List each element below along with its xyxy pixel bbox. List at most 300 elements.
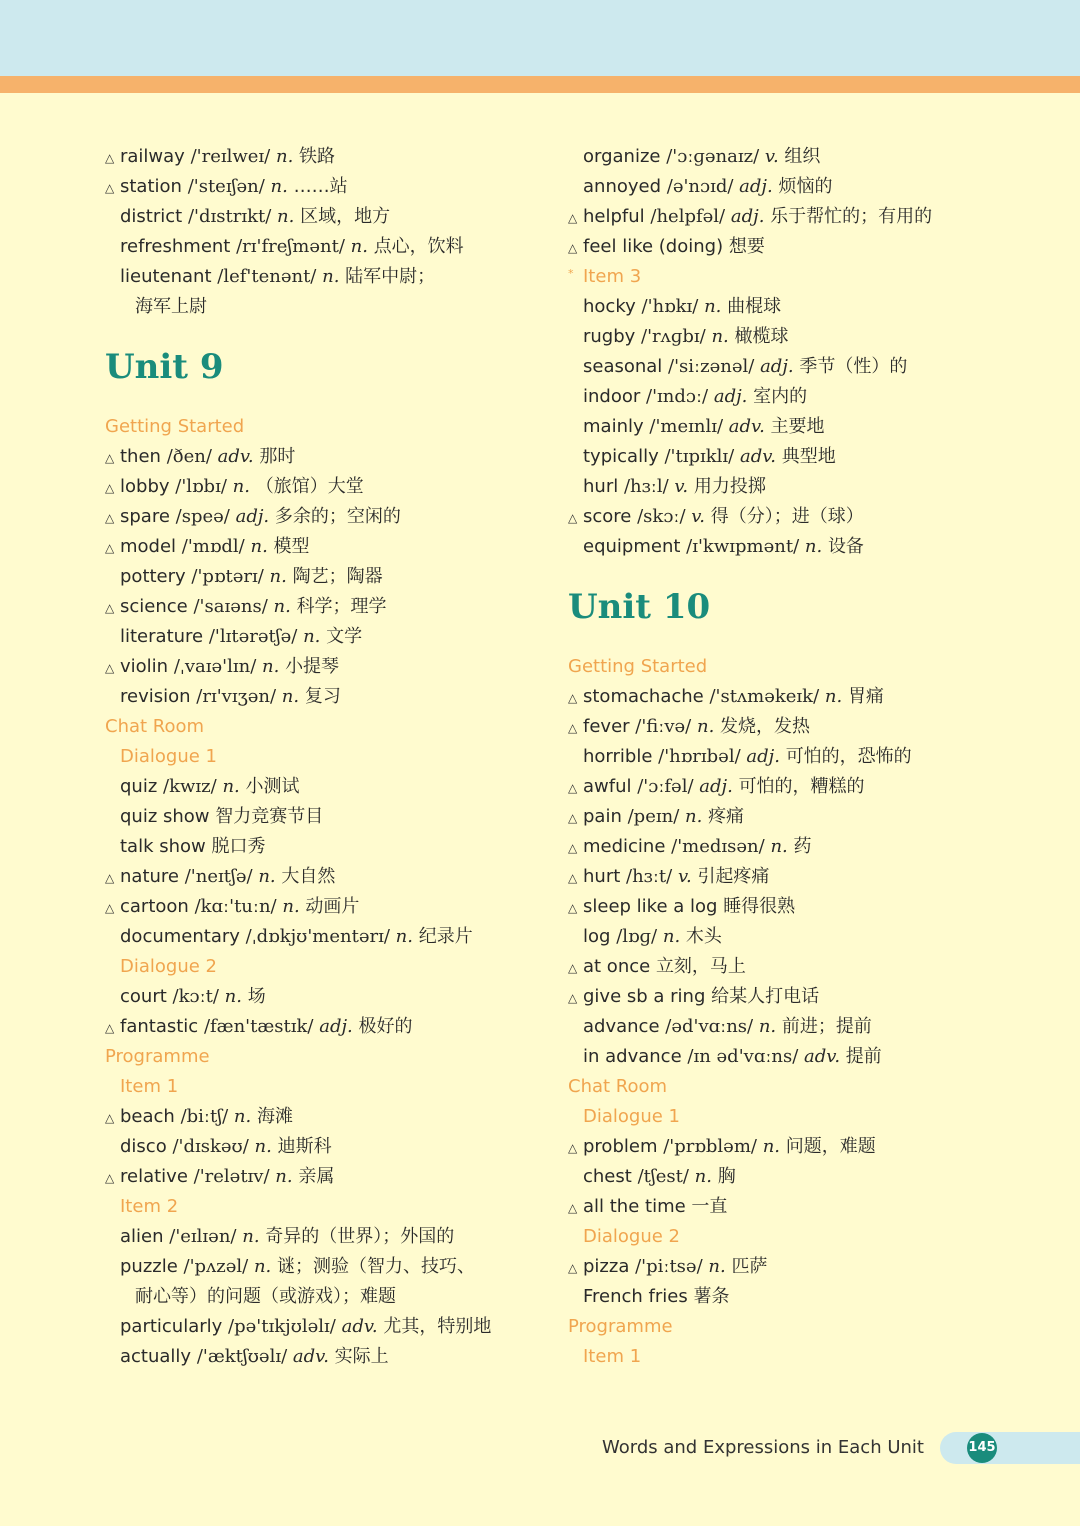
entry-part-of-speech: n. <box>270 176 288 197</box>
triangle-icon: △ <box>568 901 578 915</box>
entry-word: nature <box>120 866 179 887</box>
triangle-icon: △ <box>105 181 115 195</box>
vocab-entry <box>568 352 1038 382</box>
entry-part-of-speech: n. <box>350 236 368 257</box>
entry-phonetic: /'stʌməkeɪk/ <box>709 686 820 707</box>
triangle-icon: △ <box>568 841 578 855</box>
triangle-icon: △ <box>105 1021 115 1035</box>
entry-part-of-speech: n. <box>685 806 703 827</box>
vocab-entry <box>568 922 1038 952</box>
entry-word: cartoon <box>120 896 189 917</box>
entry-word: revision <box>120 686 191 707</box>
entry-phonetic: /peɪn/ <box>627 806 680 827</box>
entry-part-of-speech: n. <box>275 146 294 167</box>
entry-word: annoyed <box>583 176 662 197</box>
entry-meaning: 疼痛 <box>708 806 745 827</box>
subsection-heading <box>568 1342 1038 1372</box>
entry-meaning: 用力投掷 <box>693 476 766 497</box>
page-number-tab <box>940 1432 1080 1464</box>
subsection-heading <box>105 742 545 772</box>
entry-part-of-speech: n. <box>269 566 287 587</box>
vocab-entry <box>568 202 1038 232</box>
entry-meaning: 动画片 <box>305 896 360 917</box>
entry-word: quiz show <box>120 806 210 827</box>
entry-phonetic: /'pɒtərɪ/ <box>191 566 264 587</box>
entry-word: district <box>120 206 183 227</box>
vocab-entry <box>568 712 1038 742</box>
entry-meaning: 薯条 <box>693 1286 730 1307</box>
entry-word: rugby <box>583 326 636 347</box>
entry-meaning: 极好的 <box>358 1016 413 1037</box>
entry-phonetic: /'saɪəns/ <box>193 596 268 617</box>
entry-meaning: 尤其，特别地 <box>383 1316 492 1337</box>
entry-phonetic: /'mɒdl/ <box>181 536 245 557</box>
vocab-entry <box>568 472 1038 502</box>
vocab-entry <box>105 1252 545 1282</box>
entry-word: give sb a ring <box>583 986 706 1007</box>
entry-phonetic: /rɪ'freʃmənt/ <box>236 236 345 257</box>
entry-part-of-speech: n. <box>281 686 300 707</box>
entry-part-of-speech: adv. <box>804 1046 841 1067</box>
entry-word: feel like (doing) <box>583 236 724 257</box>
subsection-heading <box>568 262 1038 292</box>
vocab-entry <box>105 232 545 262</box>
vocab-entry <box>568 772 1038 802</box>
vocab-entry <box>105 1342 545 1372</box>
subsection-heading <box>568 1222 1038 1252</box>
entry-meaning: 曲棍球 <box>727 296 782 317</box>
triangle-icon: △ <box>568 1261 578 1275</box>
triangle-icon: △ <box>105 151 115 165</box>
entry-word: then <box>120 446 161 467</box>
entry-part-of-speech: adj. <box>319 1016 353 1037</box>
entry-word: alien <box>120 1226 164 1247</box>
entry-phonetic: /ə'nɔɪd/ <box>666 176 734 197</box>
vocab-entry <box>105 652 545 682</box>
entry-phonetic: /'fiːvə/ <box>635 716 692 737</box>
entry-word: helpful <box>583 206 645 227</box>
entry-phonetic: /skɔː/ <box>637 506 686 527</box>
entry-meaning: 主要地 <box>770 416 825 437</box>
entry-phonetic: /kɑː'tuːn/ <box>194 896 277 917</box>
asterisk-icon: * <box>568 267 574 280</box>
entry-part-of-speech: n. <box>704 296 722 317</box>
vocab-entry <box>105 442 545 472</box>
entry-meaning: 提前 <box>845 1046 882 1067</box>
entry-word: French fries <box>583 1286 688 1307</box>
entry-meaning: 模型 <box>273 536 310 557</box>
entry-part-of-speech: n. <box>277 206 295 227</box>
entry-word: lobby <box>120 476 170 497</box>
entry-part-of-speech: adj. <box>713 386 748 407</box>
entry-phonetic: /'rʌɡbɪ/ <box>641 326 706 347</box>
entry-meaning: 乐于帮忙的；有用的 <box>770 206 933 227</box>
vocab-entry <box>105 142 545 172</box>
entry-part-of-speech: adj. <box>235 506 270 527</box>
vocab-entry <box>105 562 545 592</box>
entry-part-of-speech: adj. <box>746 746 780 767</box>
entry-phonetic: /helpfəl/ <box>650 206 726 227</box>
vocab-entry <box>105 892 545 922</box>
entry-meaning: 立刻，马上 <box>655 956 746 977</box>
entry-part-of-speech: n. <box>258 866 276 887</box>
entry-part-of-speech: adj. <box>760 356 794 377</box>
entry-meaning: 奇异的（世界）；外国的 <box>265 1226 455 1247</box>
entry-phonetic: /ðen/ <box>166 446 212 467</box>
entry-word: pottery <box>120 566 186 587</box>
entry-word: sleep like a log <box>583 896 718 917</box>
triangle-icon: △ <box>568 1201 578 1215</box>
unit-title: Unit 9 <box>105 347 224 387</box>
vocab-entry <box>568 892 1038 922</box>
entry-part-of-speech: adv. <box>292 1346 329 1367</box>
entry-meaning: 组织 <box>784 146 821 167</box>
entry-part-of-speech: n. <box>242 1226 260 1247</box>
entry-word: in advance <box>583 1046 682 1067</box>
entry-part-of-speech: v. <box>674 476 689 497</box>
entry-phonetic: /'meɪnlɪ/ <box>649 416 724 437</box>
entry-meaning: ……站 <box>293 176 348 197</box>
vocab-entry <box>105 682 545 712</box>
entry-word: railway <box>120 146 185 167</box>
entry-meaning: 多余的；空闲的 <box>274 506 401 527</box>
entry-part-of-speech: n. <box>711 326 729 347</box>
entry-phonetic: /biːtʃ/ <box>180 1106 229 1127</box>
entry-phonetic: /'dɪstrɪkt/ <box>187 206 272 227</box>
entry-part-of-speech: n. <box>224 986 242 1007</box>
entry-meaning: 海滩 <box>256 1106 293 1127</box>
entry-part-of-speech: n. <box>694 1166 712 1187</box>
entry-phonetic: /'pʌzəl/ <box>183 1256 249 1277</box>
triangle-icon: △ <box>105 511 115 525</box>
section-heading: Getting Started <box>568 656 708 677</box>
entry-phonetic: /ɪn əd'vɑːns/ <box>687 1046 799 1067</box>
entry-phonetic: /pə'tɪkjʊləlɪ/ <box>228 1316 336 1337</box>
entry-phonetic: /speə/ <box>175 506 230 527</box>
triangle-icon: △ <box>568 811 578 825</box>
entry-phonetic: /kɔːt/ <box>172 986 219 1007</box>
entry-part-of-speech: v. <box>764 146 779 167</box>
entry-part-of-speech: n. <box>758 1016 777 1037</box>
entry-meaning: 匹萨 <box>731 1256 768 1277</box>
entry-word: at once <box>583 956 651 977</box>
entry-part-of-speech: v. <box>677 866 692 887</box>
entry-word: fantastic <box>120 1016 199 1037</box>
entry-word: beach <box>120 1106 175 1127</box>
entry-word: problem <box>583 1136 658 1157</box>
entry-part-of-speech: n. <box>770 836 788 857</box>
entry-part-of-speech: n. <box>762 1136 781 1157</box>
vocab-entry <box>568 142 1038 172</box>
entry-phonetic: /'dɪskəʊ/ <box>172 1136 249 1157</box>
entry-phonetic: /'neɪtʃə/ <box>184 866 253 887</box>
entry-part-of-speech: n. <box>232 476 250 497</box>
subsection-heading <box>105 1192 545 1222</box>
entry-word: medicine <box>583 836 666 857</box>
entry-phonetic: /lɒɡ/ <box>616 926 658 947</box>
entry-meaning: 一直 <box>691 1196 728 1217</box>
vocab-entry <box>568 172 1038 202</box>
entry-phonetic: /ɪ'kwɪpmənt/ <box>686 536 800 557</box>
vocab-entry <box>105 832 545 862</box>
entry-word: model <box>120 536 177 557</box>
entry-meaning: 纪录片 <box>418 926 473 947</box>
subsection-heading <box>568 1102 1038 1132</box>
entry-word: puzzle <box>120 1256 178 1277</box>
vocab-entry <box>105 502 545 532</box>
right-column <box>568 142 1038 1372</box>
entry-meaning: 前进；提前 <box>781 1016 872 1037</box>
vocab-entry <box>568 1132 1038 1162</box>
entry-word: pizza <box>583 1256 630 1277</box>
section-heading: Programme <box>568 1316 673 1337</box>
entry-phonetic: /'hɒkɪ/ <box>641 296 699 317</box>
entry-word: literature <box>120 626 204 647</box>
entry-part-of-speech: n. <box>804 536 823 557</box>
entry-phonetic: /tʃest/ <box>637 1166 689 1187</box>
entry-meaning: 区域，地方 <box>300 206 391 227</box>
vocab-entry <box>568 952 1038 982</box>
subsection-label: Item 1 <box>120 1076 179 1097</box>
entry-phonetic: /hɜːl/ <box>623 476 669 497</box>
triangle-icon: △ <box>568 511 578 525</box>
entry-part-of-speech: adj. <box>739 176 773 197</box>
triangle-icon: △ <box>105 481 115 495</box>
subsection-label: Item 1 <box>583 1346 642 1367</box>
entry-word: fever <box>583 716 630 737</box>
entry-word: hurl <box>583 476 619 497</box>
entry-phonetic: /'ɔːɡənaɪz/ <box>666 146 760 167</box>
entry-word: actually <box>120 1346 192 1367</box>
entry-meaning: 胃痛 <box>847 686 884 707</box>
vocab-entry <box>568 532 1038 562</box>
vocab-entry <box>105 1312 545 1342</box>
vocab-entry <box>568 1282 1038 1312</box>
entry-part-of-speech: n. <box>254 1136 272 1157</box>
entry-part-of-speech: n. <box>250 536 268 557</box>
vocab-entry <box>568 412 1038 442</box>
triangle-icon: △ <box>568 1141 578 1155</box>
entry-part-of-speech: adj. <box>699 776 733 797</box>
section-heading: Chat Room <box>105 716 205 737</box>
entry-word: log <box>583 926 611 947</box>
triangle-icon: △ <box>105 901 115 915</box>
orange-strip <box>0 76 1080 93</box>
unit-title: Unit 10 <box>568 587 711 627</box>
entry-word: science <box>120 596 188 617</box>
vocab-entry <box>105 1222 545 1252</box>
entry-phonetic: /'ɔːfəl/ <box>637 776 694 797</box>
entry-meaning: 脱口秀 <box>211 836 266 857</box>
entry-part-of-speech: n. <box>322 266 340 287</box>
entry-meaning: （旅馆）大堂 <box>255 476 364 497</box>
entry-word: talk show <box>120 836 206 857</box>
entry-part-of-speech: n. <box>696 716 715 737</box>
entry-word: court <box>120 986 167 1007</box>
entry-word: pain <box>583 806 622 827</box>
vocab-entry <box>568 802 1038 832</box>
entry-meaning: 点心，饮料 <box>373 236 464 257</box>
vocab-entry <box>568 982 1038 1012</box>
entry-phonetic: /'æktʃʊəlɪ/ <box>196 1346 288 1367</box>
entry-continuation: 海军上尉 <box>135 296 207 317</box>
vocab-entry <box>568 442 1038 472</box>
triangle-icon: △ <box>568 241 578 255</box>
entry-phonetic: /ˌvaɪə'lɪn/ <box>173 656 257 677</box>
entry-part-of-speech: n. <box>708 1256 726 1277</box>
entry-meaning: 铁路 <box>299 146 336 167</box>
entry-word: hurt <box>583 866 621 887</box>
subsection-label: Item 3 <box>583 266 642 287</box>
triangle-icon: △ <box>568 721 578 735</box>
entry-part-of-speech: n. <box>303 626 321 647</box>
entry-word: lieutenant <box>120 266 212 287</box>
vocab-entry <box>105 202 545 232</box>
triangle-icon: △ <box>105 661 115 675</box>
vocab-entry <box>105 262 545 292</box>
vocab-entry <box>568 1042 1038 1072</box>
triangle-icon: △ <box>105 871 115 885</box>
entry-phonetic: /ˌdɒkjʊ'mentərɪ/ <box>245 926 390 947</box>
vocab-entry <box>568 862 1038 892</box>
vocab-entry <box>105 922 545 952</box>
entry-word: horrible <box>583 746 653 767</box>
entry-phonetic: /'lɒbɪ/ <box>175 476 227 497</box>
vocab-entry <box>105 592 545 622</box>
triangle-icon: △ <box>105 451 115 465</box>
entry-part-of-speech: n. <box>662 926 681 947</box>
entry-meaning: 小测试 <box>245 776 300 797</box>
vocab-entry <box>105 1132 545 1162</box>
triangle-icon: △ <box>568 961 578 975</box>
subsection-label: Item 2 <box>120 1196 179 1217</box>
entry-word: advance <box>583 1016 660 1037</box>
entry-meaning: 亲属 <box>298 1166 335 1187</box>
entry-word: spare <box>120 506 170 527</box>
entry-meaning: 可怕的，恐怖的 <box>785 746 912 767</box>
vocab-entry <box>568 232 1038 262</box>
vocab-entry <box>105 1162 545 1192</box>
entry-phonetic: /'medɪsən/ <box>671 836 765 857</box>
vocab-entry <box>105 1012 545 1042</box>
subsection-label: Dialogue 2 <box>583 1226 680 1247</box>
entry-meaning: 烦恼的 <box>778 176 833 197</box>
entry-word: documentary <box>120 926 240 947</box>
subsection-label: Dialogue 1 <box>120 746 217 767</box>
entry-meaning: 橄榄球 <box>734 326 789 347</box>
section-heading: Getting Started <box>105 416 245 437</box>
entry-word: violin <box>120 656 169 677</box>
entry-phonetic: /'siːzənəl/ <box>668 356 755 377</box>
entry-part-of-speech: n. <box>275 1166 293 1187</box>
entry-phonetic: /'relətɪv/ <box>193 1166 270 1187</box>
subsection-heading <box>105 952 545 982</box>
entry-phonetic: /əd'vɑːns/ <box>665 1016 754 1037</box>
entry-meaning: 陶艺；陶器 <box>292 566 383 587</box>
entry-word: awful <box>583 776 632 797</box>
vocab-entry <box>105 862 545 892</box>
section-heading: Programme <box>105 1046 210 1067</box>
entry-word: organize <box>583 146 661 167</box>
entry-meaning: 那时 <box>259 446 296 467</box>
entry-word: indoor <box>583 386 641 407</box>
entry-phonetic: /'ɪndɔː/ <box>646 386 709 407</box>
triangle-icon: △ <box>105 1111 115 1125</box>
entry-phonetic: /'hɒrɪbəl/ <box>658 746 741 767</box>
vocab-entry <box>568 1252 1038 1282</box>
entry-part-of-speech: adv. <box>739 446 776 467</box>
entry-word: disco <box>120 1136 167 1157</box>
vocab-entry <box>105 172 545 202</box>
entry-part-of-speech: adj. <box>730 206 765 227</box>
entry-phonetic: /'lɪtərətʃə/ <box>208 626 298 647</box>
entry-phonetic: /kwɪz/ <box>163 776 217 797</box>
vocab-entry <box>568 742 1038 772</box>
subsection-label: Dialogue 2 <box>120 956 217 977</box>
entry-meaning: 设备 <box>827 536 864 557</box>
entry-meaning: 给某人打电话 <box>711 986 820 1007</box>
vocab-entry <box>568 382 1038 412</box>
entry-part-of-speech: n. <box>395 926 413 947</box>
subsection-label: Dialogue 1 <box>583 1106 680 1127</box>
vocab-entry <box>568 832 1038 862</box>
entry-part-of-speech: n. <box>824 686 843 707</box>
vocab-entry <box>105 802 545 832</box>
vocab-entry <box>568 292 1038 322</box>
triangle-icon: △ <box>105 541 115 555</box>
entry-meaning: 睡得很熟 <box>723 896 796 917</box>
entry-meaning: 复习 <box>304 686 341 707</box>
entry-phonetic: /'steɪʃən/ <box>187 176 265 197</box>
entry-meaning: 迪斯科 <box>277 1136 332 1157</box>
entry-part-of-speech: n. <box>253 1256 272 1277</box>
entry-meaning: 胸 <box>717 1166 736 1187</box>
triangle-icon: △ <box>568 991 578 1005</box>
entry-meaning: 科学；理学 <box>296 596 387 617</box>
vocab-entry <box>568 502 1038 532</box>
entry-meaning: 文学 <box>326 626 363 647</box>
entry-word: quiz <box>120 776 158 797</box>
entry-phonetic: /hɜːt/ <box>626 866 673 887</box>
entry-word: chest <box>583 1166 632 1187</box>
vocab-entry <box>105 532 545 562</box>
entry-word: relative <box>120 1166 188 1187</box>
entry-word: station <box>120 176 182 197</box>
entry-part-of-speech: adv. <box>217 446 254 467</box>
entry-part-of-speech: n. <box>273 596 291 617</box>
top-band <box>0 0 1080 76</box>
entry-word: hocky <box>583 296 636 317</box>
entry-part-of-speech: n. <box>262 656 280 677</box>
vocab-entry <box>568 1162 1038 1192</box>
entry-meaning: 季节（性）的 <box>799 356 908 377</box>
entry-word: mainly <box>583 416 644 437</box>
entry-meaning: 想要 <box>728 236 765 257</box>
left-column <box>105 142 545 1372</box>
triangle-icon: △ <box>568 691 578 705</box>
entry-word: equipment <box>583 536 681 557</box>
entry-continuation: 耐心等）的问题（或游戏）；难题 <box>135 1286 396 1307</box>
entry-phonetic: /'piːtsə/ <box>635 1256 703 1277</box>
entry-meaning: 典型地 <box>781 446 836 467</box>
entry-meaning: 发烧，发热 <box>720 716 811 737</box>
vocab-entry <box>105 772 545 802</box>
entry-word: all the time <box>583 1196 686 1217</box>
vocab-entry <box>105 472 545 502</box>
triangle-icon: △ <box>568 871 578 885</box>
entry-meaning: 问题，难题 <box>785 1136 876 1157</box>
vocab-entry <box>568 682 1038 712</box>
